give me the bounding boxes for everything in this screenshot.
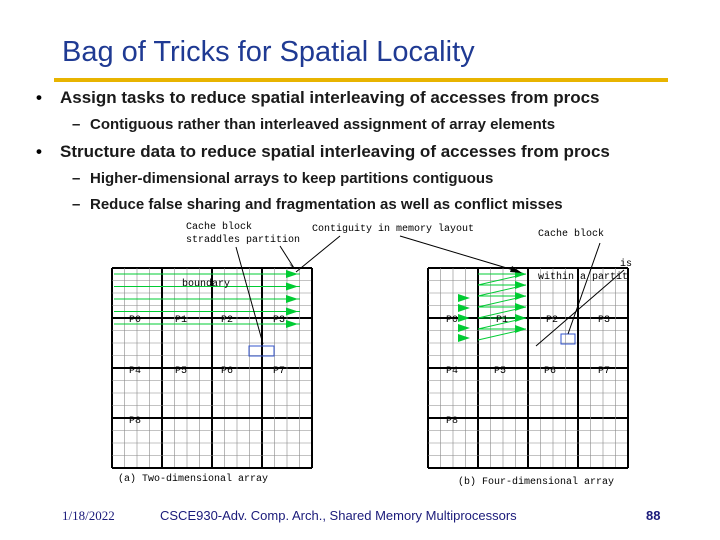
bullet-2: Structure data to reduce spatial interleaving of accesses from procs	[60, 142, 610, 161]
left-p5: P5	[175, 366, 188, 377]
left-p6: P6	[221, 366, 234, 377]
left-arrow-head	[286, 308, 298, 316]
slide-title: Bag of Tricks for Spatial Locality	[62, 36, 475, 68]
dash-marker: –	[72, 170, 81, 187]
bullet-marker: •	[36, 88, 42, 107]
right-p8: P8	[446, 416, 459, 427]
label-cache-block-straddles-2: straddles partition	[186, 235, 301, 246]
bullet-marker: •	[36, 142, 42, 161]
left-arrow-head	[286, 283, 298, 291]
right-p7: P7	[598, 366, 611, 377]
contiguity-pointer-left	[296, 236, 340, 272]
left-p8: P8	[129, 416, 142, 427]
footer-course: CSCE930-Adv. Comp. Arch., Shared Memory Multiprocessors	[160, 508, 517, 523]
dash-marker: –	[72, 196, 81, 213]
left-p7: P7	[273, 366, 286, 377]
right-p0-arrow	[458, 314, 470, 322]
dash-marker: –	[72, 116, 81, 133]
right-caption: (b) Four-dimensional array	[458, 477, 615, 488]
bullet-1: Assign tasks to reduce spatial interleaving of accesses from procs	[60, 88, 600, 107]
label-contiguity: Contiguity in memory layout	[312, 224, 475, 235]
left-p4: P4	[129, 366, 142, 377]
cache-block-right-pointer	[568, 243, 600, 334]
left-caption: (a) Two-dimensional array	[118, 474, 269, 485]
sub-bullet-2-2: Reduce false sharing and fragmentation as well as conflict misses	[90, 196, 563, 213]
right-p5: P5	[494, 366, 507, 377]
left-p2: P2	[221, 315, 234, 326]
contiguity-pointer-right	[400, 236, 520, 272]
right-p0-arrow	[458, 294, 470, 302]
label-cache-block-straddles-1: Cache block	[186, 222, 253, 233]
right-p0: P0	[446, 315, 459, 326]
right-cache-block	[561, 334, 575, 344]
right-p6: P6	[544, 366, 557, 377]
straddles-pointer	[280, 246, 294, 268]
label-is: is	[620, 259, 633, 270]
left-p1: P1	[175, 315, 188, 326]
left-p3: P3	[273, 315, 286, 326]
right-p2: P2	[546, 315, 559, 326]
sub-bullet-2-1: Higher-dimensional arrays to keep partitions contiguous	[90, 170, 494, 187]
footer-date: 1/18/2022	[62, 508, 115, 523]
right-p0-arrow	[458, 334, 470, 342]
sub-bullet-1-1: Contiguous rather than interleaved assignment of array elements	[90, 116, 556, 133]
right-p4: P4	[446, 366, 459, 377]
label-within-partition: within a partit	[538, 272, 629, 283]
right-p3: P3	[598, 315, 611, 326]
footer-page-number: 88	[646, 508, 661, 523]
right-p1: P1	[496, 315, 509, 326]
left-arrow-head	[286, 320, 298, 328]
label-cache-block-right: Cache block	[538, 229, 605, 240]
left-p0: P0	[129, 315, 142, 326]
label-boundary: boundary	[182, 279, 231, 290]
left-arrow-head	[286, 295, 298, 303]
